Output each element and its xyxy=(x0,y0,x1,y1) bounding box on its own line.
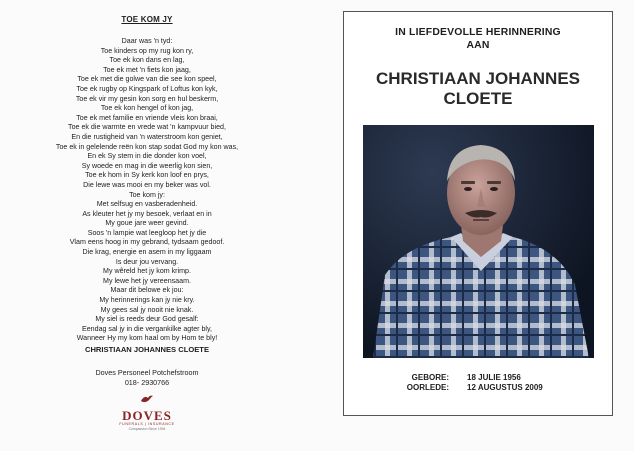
funeral-home-phone: 018- 2930766 xyxy=(124,377,170,387)
poem-line: En ek Sy stem in die donder kon voel, xyxy=(87,152,207,161)
poem-line: Toe ek met familie en vriende vleis kon braai, xyxy=(76,113,218,122)
poem-line: Toe ek kon dans en lag, xyxy=(109,56,185,65)
poem-line: My gees sal jy nooit nie knak. xyxy=(100,305,194,314)
poem-line: Daar was 'n tyd: xyxy=(121,37,173,45)
memorial-heading xyxy=(344,26,612,52)
poem-line: My siel is reeds deur God gesalf: xyxy=(95,315,199,324)
poem-line: As kleuter het jy my besoek, verlaat en in xyxy=(82,209,212,218)
poem-line: Toe ek die warmte en vrede wat 'n kampvuur bied, xyxy=(68,123,226,132)
poem-text xyxy=(14,37,280,344)
dove-icon xyxy=(140,395,154,404)
death-row xyxy=(344,383,612,393)
poem-line: Maar dit belowe ek jou: xyxy=(110,286,184,295)
birth-row xyxy=(344,373,612,383)
birth-date: 18 JULIE 1956 xyxy=(467,373,521,382)
poem-line: Die krag, energie en asem in my liggaam xyxy=(82,248,212,257)
poem-line: My goue jare weer gevind. xyxy=(105,219,189,228)
memorial-card xyxy=(343,11,613,416)
logo-wordmark: DOVES xyxy=(122,408,172,424)
poem-line: Toe ek hom in Sy kerk kon loof en prys, xyxy=(85,171,209,180)
poem-line: Soos 'n lampie wat leegloop het jy die xyxy=(87,228,207,237)
deceased-name-line1: CHRISTIAAN JOHANNES xyxy=(375,69,581,88)
poem-line: Toe ek met die golwe van die see kon speel, xyxy=(77,75,217,84)
poem-line: Toe ek met 'n fiets kon jaag, xyxy=(103,65,191,74)
poem-line: Toe kom jy: xyxy=(129,190,165,199)
funeral-home-contact xyxy=(14,368,280,387)
memorial-heading-line2: AAN xyxy=(466,40,490,51)
poem-line: My herinnerings kan jy nie kry. xyxy=(99,296,195,305)
poem-line: En die rustigheid van 'n waterstroom kon geniet, xyxy=(71,132,223,141)
poem-line: Toe kinders op my rug kon ry, xyxy=(100,46,194,55)
poem-line: Eendag sal jy in die vergankilke agter bly, xyxy=(82,324,212,333)
poem-panel xyxy=(14,10,280,432)
funeral-home-name: Doves Personeel Potchefstroom xyxy=(95,368,199,377)
death-label: OORLEDE: xyxy=(406,383,449,392)
logo-subtitle: FUNERALS | INSURANCE xyxy=(119,422,175,427)
poem-line: Toe ek rugby op Kingspark of Loftus kon kyk, xyxy=(76,84,218,93)
deceased-name xyxy=(344,69,612,109)
portrait-illustration xyxy=(363,125,594,358)
logo-tagline: Compassion Since 1994 xyxy=(128,427,166,432)
memorial-heading-line1: IN LIEFDEVOLLE HERINNERING xyxy=(395,27,561,38)
portrait-photo xyxy=(363,125,594,358)
poem-line: My wêreld het jy kom krimp. xyxy=(103,267,191,276)
deceased-name-line2: CLOETE xyxy=(443,89,513,108)
birth-label: GEBORE: xyxy=(411,373,449,382)
poem-line: Vlam eens hoog in my gebrand, tydsaam gedoof. xyxy=(69,238,225,247)
poem-line: My lewe het jy vereensaam. xyxy=(103,276,191,285)
poem-line: Sy woede en mag in die weerlig kon sien, xyxy=(81,161,213,170)
poem-signature: CHRISTIAAN JOHANNES CLOETE xyxy=(84,345,210,354)
poem-line: Toe ek kon hengel of kon jag, xyxy=(100,104,194,113)
poem-title: TOE KOM JY xyxy=(121,15,173,24)
death-date: 12 AUGUSTUS 2009 xyxy=(467,383,543,392)
poem-line: Wanneer Hy my kom haal om by Hom te bly! xyxy=(76,334,218,343)
poem-line: Met selfsug en vasberadenheid. xyxy=(96,200,198,209)
poem-line: Toe ek vir my gesin kon sorg en hul beskerm, xyxy=(75,94,219,103)
life-dates xyxy=(344,373,612,393)
poem-line: Is deur jou vervang. xyxy=(115,257,179,266)
poem-line: Die lewe was mooi en my beker was vol. xyxy=(83,180,211,189)
doves-logo xyxy=(14,391,280,431)
poem-line: Toe ek in gelelende reën kon stap sodat God my kon was, xyxy=(55,142,239,151)
